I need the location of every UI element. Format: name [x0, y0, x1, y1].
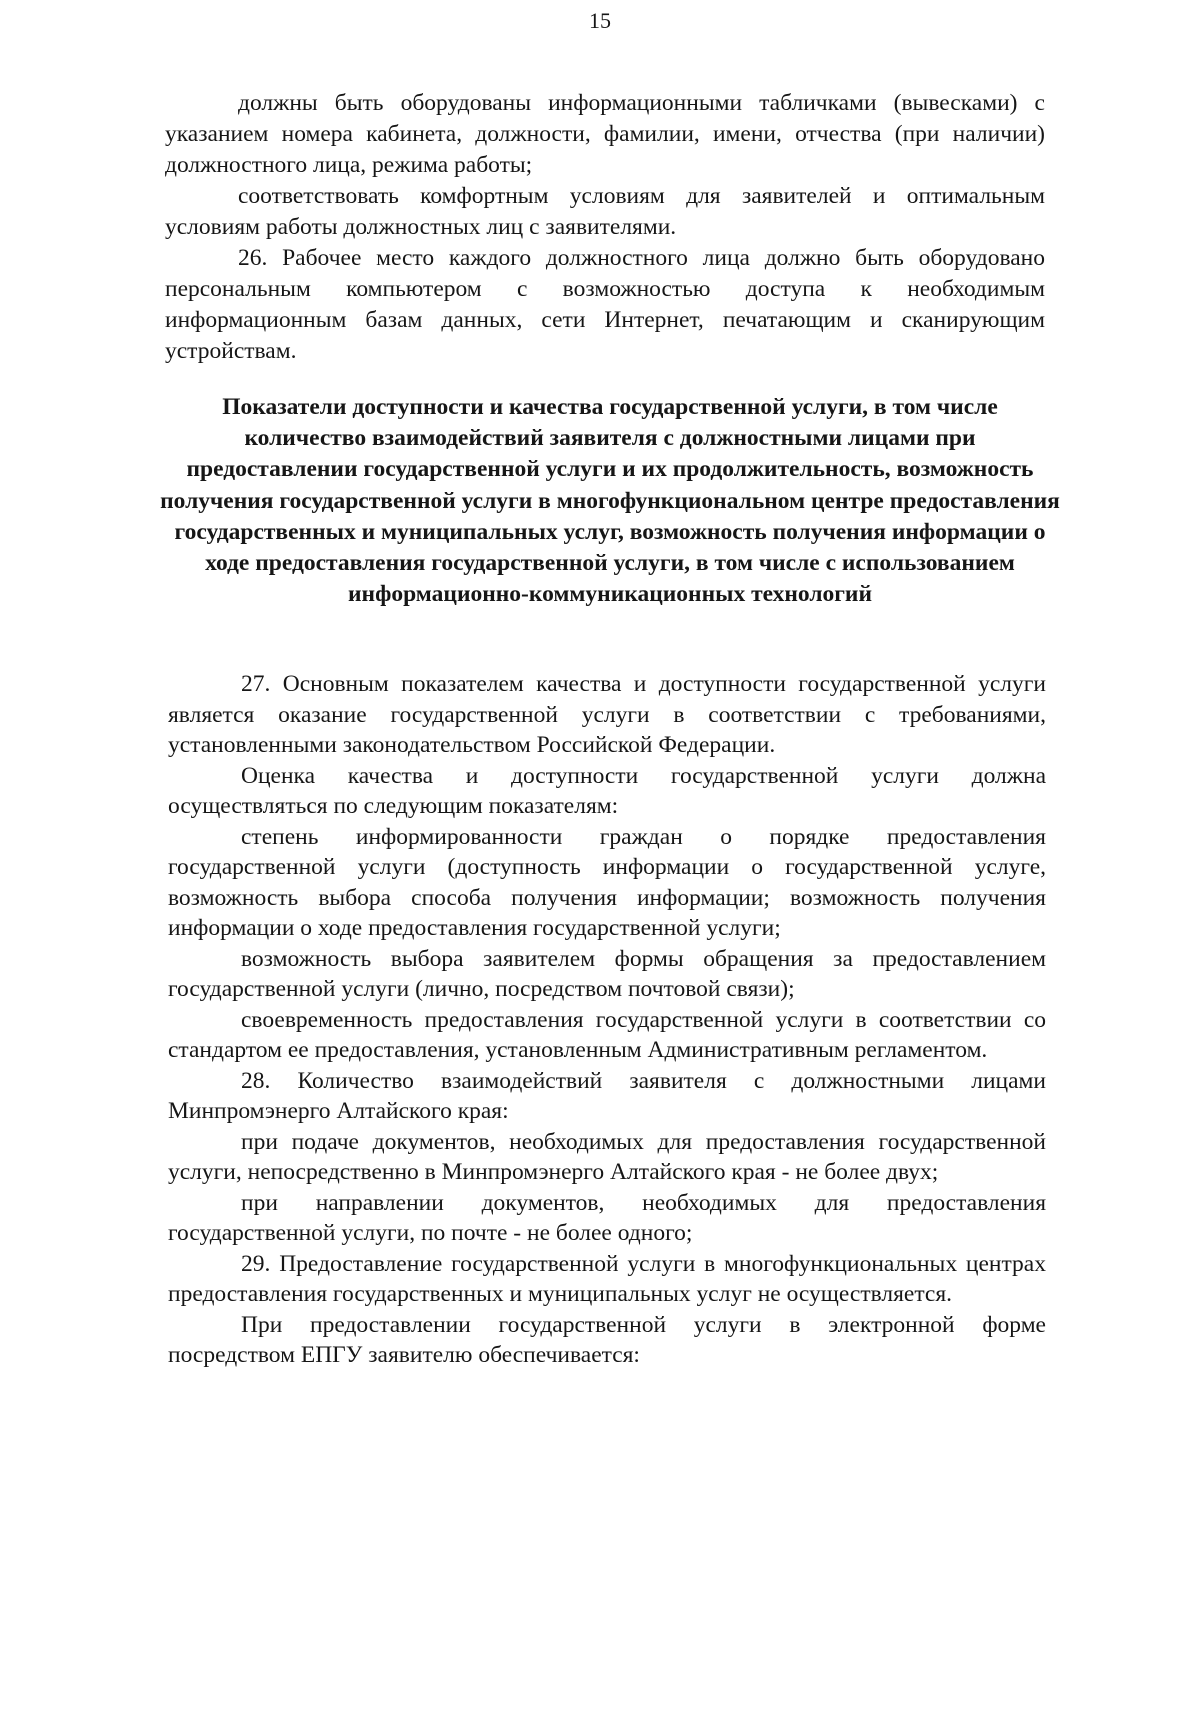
paragraph-epgu: При предоставлении государственной услуги в электронной форме посредством ЕПГУ заявителю обеспечивается: — [168, 1311, 1046, 1368]
paragraph-29: 29. Предоставление государственной услуги в многофункциональных центрах предоставления государственных и муниципальных услуг не осуществляется. — [168, 1250, 1046, 1307]
paragraph-form-choice: возможность выбора заявителем формы обращения за предоставлением государственной услуги (лично, посредством почтовой связи); — [168, 945, 1046, 1002]
paragraph-signage: должны быть оборудованы информационными табличками (вывесками) с указанием номера кабинета, должности, фамилии, имени, отчества (при наличии) должностного лица, режима работы; — [165, 90, 1045, 178]
paragraph-27: 27. Основным показателем качества и доступности государственной услуги является оказание государственной услуги в соответствии с требованиями, установленными законодательством Российской Федерации. — [168, 671, 1046, 758]
top-text-block — [165, 88, 1045, 367]
paragraph-comfort: соответствовать комфортным условиям для заявителей и оптимальным условиям работы должностных лиц с заявителями. — [165, 183, 1045, 240]
paragraph-26: 26. Рабочее место каждого должностного лица должно быть оборудовано персональным компьютером с возможностью доступа к необходимым информационным базам данных, сети Интернет, печатающим и сканирующим устройствам. — [165, 245, 1045, 364]
section-heading: Показатели доступности и качества государственной услуги, в том числе количество взаимодействий заявителя с должностными лицами при предоставлении государственной услуги и их продолжительность, возможность получения государственной услуги в многофункциональном центре предоставления государственных и муниципальных услуг, возможность получения информации о ходе предоставления государственной услуги, в том числе с использованием информационно-коммуникационных технологий — [160, 394, 1060, 608]
paragraph-evaluation: Оценка качества и доступности государственной услуги должна осуществляться по следующим показателям: — [168, 762, 1046, 819]
paragraph-mail: при направлении документов, необходимых для предоставления государственной услуги, по почте - не более одного; — [168, 1189, 1046, 1246]
page-number: 15 — [589, 8, 611, 33]
paragraph-28: 28. Количество взаимодействий заявителя с должностными лицами Минпромэнерго Алтайского края: — [168, 1067, 1046, 1124]
bottom-text-block — [168, 669, 1046, 1371]
paragraph-timeliness: своевременность предоставления государственной услуги в соответствии со стандартом ее предоставления, установленным Административным регламентом. — [168, 1006, 1046, 1063]
paragraph-submission: при подаче документов, необходимых для предоставления государственной услуги, непосредственно в Минпромэнерго Алтайского края - не более двух; — [168, 1128, 1046, 1185]
paragraph-informedness: степень информированности граждан о порядке предоставления государственной услуги (доступность информации о государственной услуге, возможность выбора способа получения информации; возможность получения информации о ходе предоставления государственной услуги; — [168, 823, 1046, 941]
